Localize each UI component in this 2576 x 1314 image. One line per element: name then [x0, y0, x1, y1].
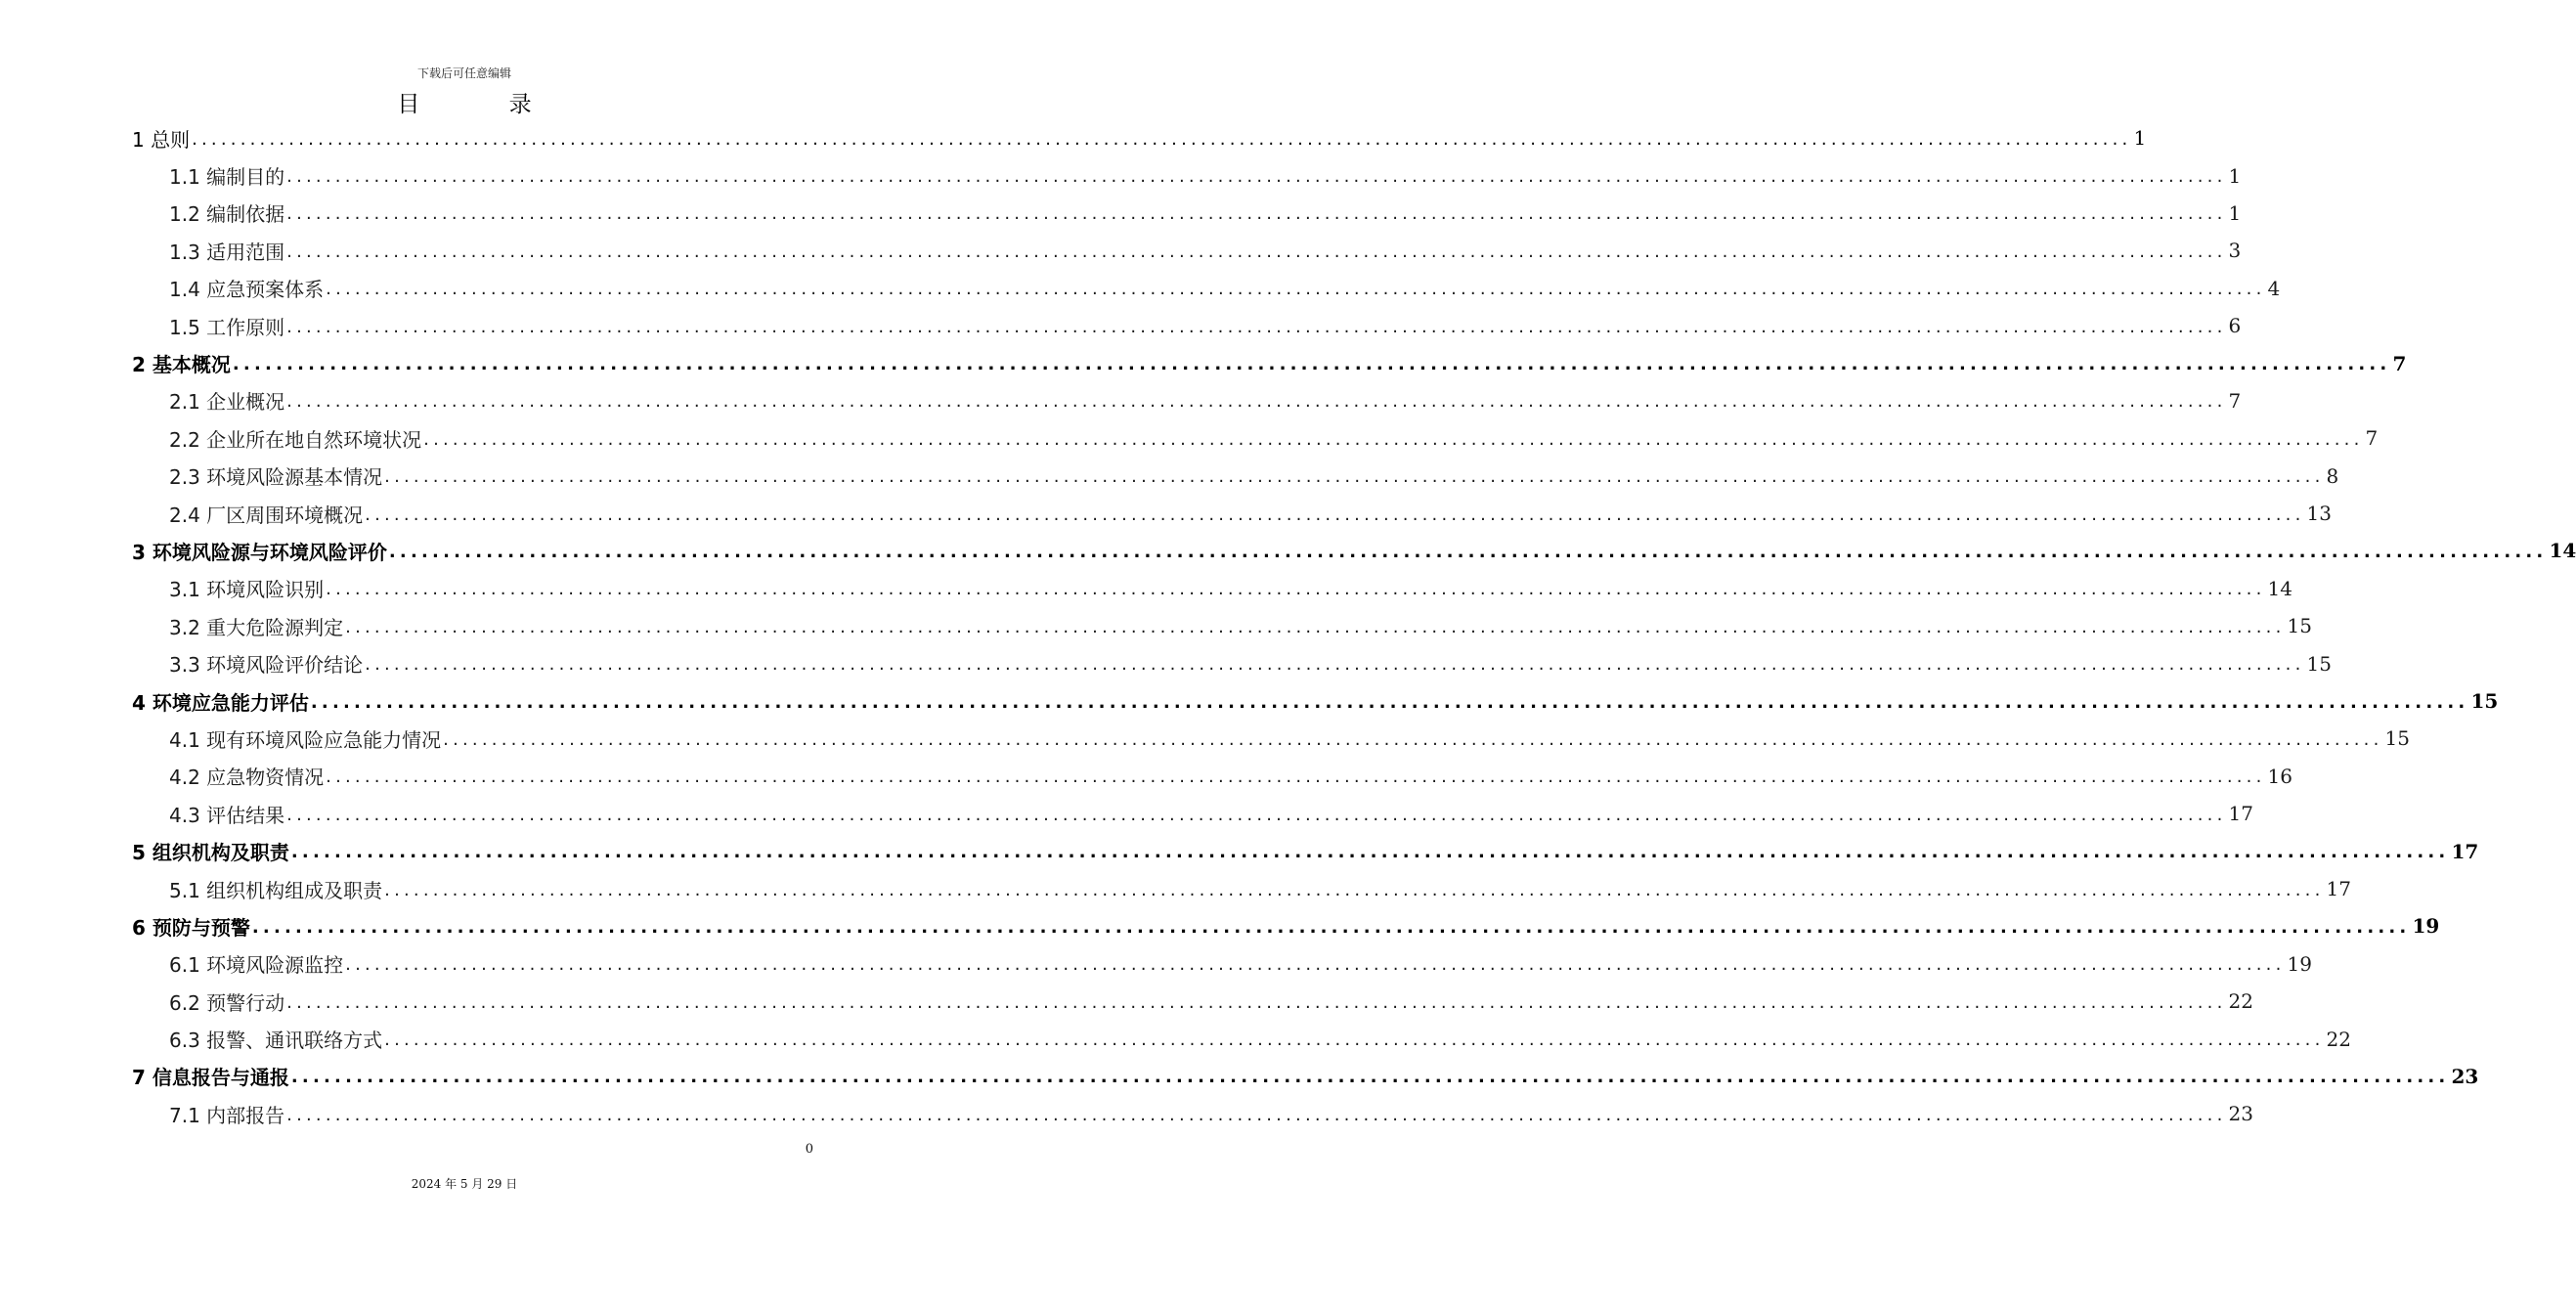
toc-entry-page: 22 — [2228, 989, 2253, 1014]
toc-section-entry[interactable] — [132, 1095, 2253, 1132]
toc-leader-dots: ........................................................................................................................................................................................................ — [286, 804, 2227, 825]
toc-section-entry[interactable] — [132, 720, 2410, 757]
toc-entry-label: 7.1 内部报告 — [169, 1103, 285, 1127]
toc-entry-page: 22 — [2326, 1027, 2351, 1051]
toc-leader-dots: ........................................................................................................................................................................................................ — [326, 766, 2266, 788]
toc-leader-dots: ........................................................................................................................................................................................................ — [384, 879, 2325, 900]
toc-chapter-entry[interactable] — [132, 832, 2479, 869]
toc-entry-label: 4 环境应急能力评估 — [132, 690, 309, 715]
page-number: 0 — [805, 1142, 813, 1157]
toc-leader-dots: ........................................................................................................................................................................................................ — [290, 1067, 2450, 1088]
toc-section-entry[interactable] — [132, 495, 2332, 532]
toc-entry-label: 3 环境风险源与环境风险评价 — [132, 540, 387, 564]
toc-leader-dots: ........................................................................................................................................................................................................ — [326, 279, 2266, 300]
toc-chapter-entry[interactable] — [132, 344, 2407, 381]
toc-leader-dots: ........................................................................................................................................................................................................ — [365, 504, 2305, 525]
toc-entry-label: 1.4 应急预案体系 — [169, 278, 325, 302]
table-of-contents — [132, 119, 2576, 1133]
toc-leader-dots: ........................................................................................................................................................................................................ — [310, 691, 2469, 713]
toc-section-entry[interactable] — [132, 458, 2339, 495]
toc-leader-dots: ........................................................................................................................................................................................................ — [345, 616, 2286, 637]
toc-chapter-entry[interactable] — [132, 682, 2499, 720]
toc-entry-label: 1.1 编制目的 — [169, 165, 285, 190]
toc-section-entry[interactable] — [132, 232, 2242, 269]
toc-leader-dots: ........................................................................................................................................................................................................ — [290, 842, 2450, 863]
toc-leader-dots: ........................................................................................................................................................................................................ — [443, 728, 2383, 750]
toc-entry-label: 2.4 厂区周围环境概况 — [169, 503, 364, 527]
toc-entry-label: 2.3 环境风险源基本情况 — [169, 465, 383, 490]
toc-leader-dots: ........................................................................................................................................................................................................ — [286, 316, 2227, 337]
toc-entry-page: 23 — [2228, 1102, 2253, 1126]
toc-leader-dots: ........................................................................................................................................................................................................ — [388, 541, 2548, 562]
toc-entry-label: 5 组织机构及职责 — [132, 841, 289, 865]
toc-entry-label: 1.3 适用范围 — [169, 240, 285, 264]
toc-entry-page: 15 — [2470, 689, 2499, 714]
toc-section-entry[interactable] — [132, 156, 2242, 194]
toc-entry-page: 7 — [2365, 426, 2379, 451]
toc-leader-dots: ........................................................................................................................................................................................................ — [286, 166, 2227, 188]
toc-leader-dots: ........................................................................................................................................................................................................ — [232, 354, 2391, 375]
toc-section-entry[interactable] — [132, 644, 2332, 681]
toc-entry-page: 7 — [2228, 388, 2242, 413]
toc-entry-page: 15 — [2287, 614, 2312, 638]
toc-entry-label: 6.3 报警、通讯联络方式 — [169, 1029, 383, 1053]
page-title: 目 录 — [397, 92, 573, 117]
toc-entry-page: 19 — [2287, 951, 2312, 976]
toc-entry-page: 14 — [2549, 539, 2576, 563]
toc-chapter-entry[interactable] — [132, 907, 2440, 944]
toc-entry-page: 19 — [2412, 914, 2440, 939]
toc-leader-dots: ........................................................................................................................................................................................................ — [423, 428, 2364, 450]
toc-leader-dots: ........................................................................................................................................................................................................ — [365, 654, 2305, 676]
toc-entry-page: 17 — [2326, 877, 2351, 900]
toc-entry-label: 4.2 应急物资情况 — [169, 766, 325, 790]
toc-chapter-entry[interactable] — [132, 532, 2576, 569]
toc-section-entry[interactable] — [132, 607, 2312, 644]
toc-entry-label: 4.3 评估结果 — [169, 803, 285, 827]
toc-leader-dots: ........................................................................................................................................................................................................ — [286, 203, 2227, 225]
toc-entry-label: 6.1 环境风险源监控 — [169, 953, 344, 978]
toc-entry-label: 6.2 预警行动 — [169, 990, 285, 1015]
toc-section-entry[interactable] — [132, 945, 2312, 983]
toc-leader-dots: ........................................................................................................................................................................................................ — [326, 579, 2266, 600]
toc-section-entry[interactable] — [132, 195, 2242, 232]
toc-leader-dots: ........................................................................................................................................................................................................ — [384, 1029, 2325, 1051]
toc-entry-label: 7 信息报告与通报 — [132, 1066, 289, 1090]
toc-entry-page: 16 — [2267, 764, 2292, 788]
toc-entry-page: 1 — [2133, 126, 2147, 151]
toc-section-entry[interactable] — [132, 870, 2351, 907]
toc-entry-label: 1.2 编制依据 — [169, 202, 285, 227]
toc-entry-page: 3 — [2228, 239, 2242, 263]
toc-entry-label: 2.1 企业概况 — [169, 390, 285, 415]
toc-entry-label: 2 基本概况 — [132, 353, 231, 377]
toc-entry-label: 3.2 重大危险源判定 — [169, 615, 344, 639]
toc-section-entry[interactable] — [132, 419, 2379, 457]
toc-leader-dots: ........................................................................................................................................................................................................ — [192, 128, 2132, 150]
toc-entry-page: 7 — [2392, 351, 2407, 375]
toc-section-entry[interactable] — [132, 983, 2253, 1020]
toc-chapter-entry[interactable] — [132, 1058, 2479, 1095]
toc-entry-label: 3.1 环境风险识别 — [169, 578, 325, 602]
toc-section-entry[interactable] — [132, 758, 2292, 795]
toc-entry-page: 15 — [2306, 651, 2332, 676]
toc-entry-label: 6 预防与预警 — [132, 915, 250, 940]
toc-leader-dots: ........................................................................................................................................................................................................ — [345, 954, 2286, 976]
toc-entry-label: 2.2 企业所在地自然环境状况 — [169, 427, 422, 452]
toc-entry-label: 3.3 环境风险评价结论 — [169, 653, 364, 678]
toc-entry-label: 4.1 现有环境风险应急能力情况 — [169, 727, 442, 752]
toc-section-entry[interactable] — [132, 1020, 2351, 1057]
toc-entry-page: 15 — [2384, 726, 2410, 751]
toc-entry-page: 1 — [2228, 163, 2242, 188]
toc-section-entry[interactable] — [132, 795, 2253, 832]
toc-section-entry[interactable] — [132, 570, 2292, 607]
toc-leader-dots: ........................................................................................................................................................................................................ — [251, 916, 2411, 938]
toc-entry-page: 13 — [2306, 502, 2332, 526]
footer-date: 2024 年 5 月 29 日 — [411, 1177, 518, 1191]
toc-leader-dots: ........................................................................................................................................................................................................ — [286, 391, 2227, 413]
toc-section-entry[interactable] — [132, 270, 2281, 307]
toc-entry-page: 4 — [2267, 276, 2281, 300]
toc-entry-page: 6 — [2228, 314, 2242, 338]
toc-section-entry[interactable] — [132, 382, 2242, 419]
toc-entry-page: 1 — [2228, 200, 2242, 225]
toc-entry-page: 14 — [2267, 576, 2292, 600]
toc-entry-page: 17 — [2451, 839, 2479, 863]
toc-chapter-entry[interactable] — [132, 119, 2147, 156]
toc-entry-label: 1 总则 — [132, 127, 191, 152]
toc-entry-page: 17 — [2228, 802, 2253, 826]
toc-leader-dots: ........................................................................................................................................................................................................ — [286, 991, 2227, 1013]
toc-section-entry[interactable] — [132, 307, 2242, 344]
toc-entry-label: 5.1 组织机构组成及职责 — [169, 878, 383, 902]
toc-entry-page: 23 — [2451, 1064, 2479, 1088]
toc-leader-dots: ........................................................................................................................................................................................................ — [286, 1104, 2227, 1125]
toc-entry-label: 1.5 工作原则 — [169, 315, 285, 339]
toc-leader-dots: ........................................................................................................................................................................................................ — [286, 241, 2227, 262]
header-note: 下载后可任意编辑 — [416, 66, 511, 80]
toc-entry-page: 8 — [2326, 463, 2339, 488]
toc-leader-dots: ........................................................................................................................................................................................................ — [384, 466, 2325, 488]
